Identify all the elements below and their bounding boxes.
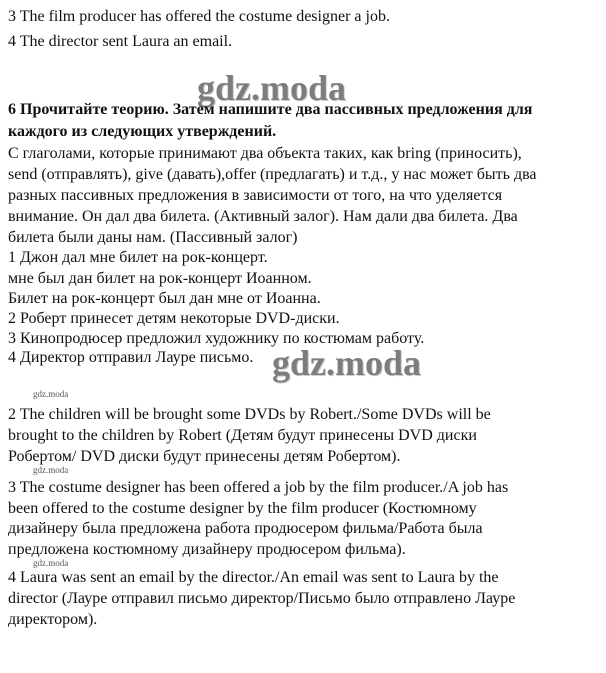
watermark-small: gdz.moda [33, 558, 69, 568]
answer-line: предложена костюмному дизайнеру продюсером фильма). [8, 541, 406, 558]
watermark-logo: gdz.moda [197, 68, 347, 108]
task-heading: каждого из следующих утверждений. [8, 123, 277, 140]
example-line: мне был дан билет на рок-концерт Иоанном. [8, 270, 312, 287]
answer-line: 3 The costume designer has been offered a job by the film producer./A job has [8, 479, 509, 496]
answer-line: been offered to the costume designer by the film producer (Костюмному [8, 500, 477, 517]
text-line: 4 The director sent Laura an email. [8, 33, 233, 50]
answer-line: 2 The children will be brought some DVDs by Robert./Some DVDs will be [8, 406, 491, 423]
theory-text: внимание. Он дал два билета. (Активный залог). Нам дали два билета. Два [8, 208, 518, 225]
answer-line: директором). [8, 611, 98, 628]
theory-text: билета были даны нам. (Пассивный залог) [8, 229, 298, 246]
watermark-small: gdz.moda [33, 465, 69, 475]
answer-line: 4 Laura was sent an email by the director./An email was sent to Laura by the [8, 569, 499, 586]
example-line: 3 Кинопродюсер предложил художнику по костюмам работу. [8, 330, 425, 347]
theory-text: С глаголами, которые принимают два объекта таких, как bring (приносить), [8, 145, 522, 162]
watermark-small: gdz.moda [33, 389, 69, 399]
example-line: 1 Джон дал мне билет на рок-концерт. [8, 249, 268, 266]
text-line: 3 The film producer has offered the costume designer a job. [8, 8, 390, 25]
example-line: Билет на рок-концерт был дан мне от Иоанна. [8, 290, 321, 307]
example-line: 4 Директор отправил Лауре письмо. [8, 349, 254, 366]
answer-line: director (Лауре отправил письмо директор/Письмо было отправлено Лауре [8, 590, 516, 607]
answer-line: Робертом/ DVD диски будут принесены детям Робертом). [8, 448, 401, 465]
watermark-logo: gdz.moda [272, 343, 422, 383]
task-heading: 6 Прочитайте теорию. Затем напишите два пассивных предложения для [8, 101, 533, 118]
example-line: 2 Роберт принесет детям некоторые DVD-диски. [8, 310, 340, 327]
answer-line: brought to the children by Robert (Детям будут принесены DVD диски [8, 427, 477, 444]
answer-line: дизайнеру была предложена работа продюсером фильма/Работа была [8, 520, 483, 537]
theory-text: разных пассивных предложения в зависимости от того, на что уделяется [8, 187, 503, 204]
theory-text: send (отправлять), give (давать),offer (предлагать) и т.д., у нас может быть два [8, 166, 537, 183]
